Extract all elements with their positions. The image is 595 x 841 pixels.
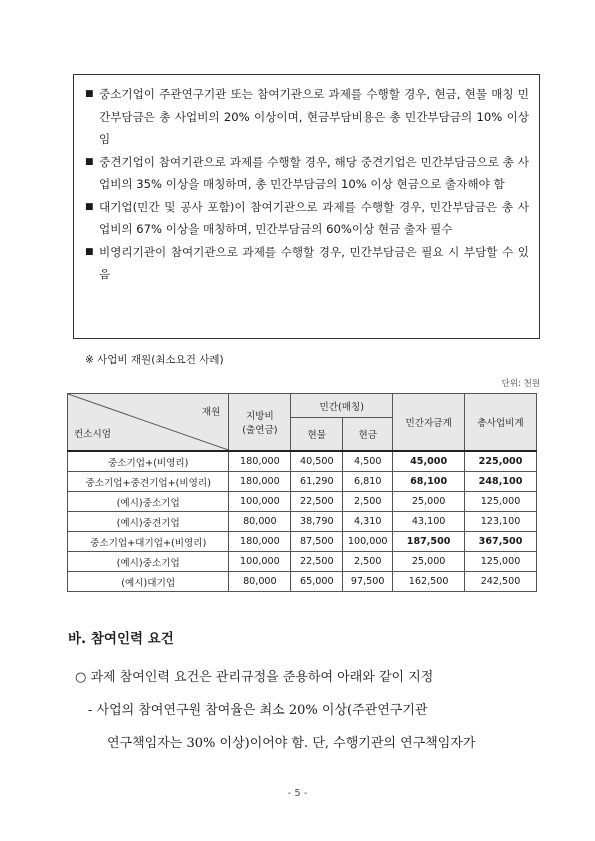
paragraph-detail-continued: 연구책임자는 30% 이상)이어야 함. 단, 수행기관의 연구책임자가 [107, 736, 476, 751]
header-consortium: 컨소시엄 [74, 429, 112, 440]
table-row: (예시)중소기업 100,000 22,500 2,500 25,000 125,000 [68, 492, 537, 512]
funding-table [67, 393, 537, 592]
section-title: 바. 참여인력 요건 [68, 631, 174, 647]
table-caption: ※ 사업비 재원(최소요건 사례) [85, 354, 224, 366]
table-row: (예시)대기업 80,000 65,000 97,500 162,500 242,500 [68, 572, 537, 592]
header-funding-source: 재원 [201, 407, 221, 418]
table-row: 중소기업+중견기업+(비영리) 180,000 61,290 6,810 68,100 248,100 [68, 472, 537, 492]
header-private-matching: 민간(매칭) [291, 394, 393, 418]
square-bullet-icon: ■ [85, 246, 94, 257]
square-bullet-icon: ■ [85, 156, 94, 167]
header-local-funds: 지방비 (출연금) [229, 394, 291, 452]
header-in-kind: 현물 [291, 418, 343, 451]
paragraph-detail: - 사업의 참여연구원 참여율은 최소 20% 이상(주관연구기관 [88, 703, 428, 718]
square-bullet-icon: ■ [85, 89, 94, 99]
page-number: - 5 - [287, 788, 308, 799]
unit-label: 단위: 천원 [501, 379, 540, 389]
requirement-item: ■ 대기업(민간 및 공사 포함)이 참여기관으로 과제를 수행할 경우, 민간부담금은 총 사업비의 67% 이상을 매칭하며, 민간부담금의 60%이상 현금 출자 필수 [85, 196, 529, 241]
header-cash: 현금 [343, 418, 393, 451]
requirement-item: ■ 중소기업이 주관연구기관 또는 참여기관으로 과제를 수행할 경우, 현금, 현물 매칭 민간부담금은 총 사업비의 20% 이상이며, 현금부담비용은 총 민간부담금의 10% 이상임 [85, 83, 529, 151]
table-row: 중소기업+대기업+(비영리) 180,000 87,500 100,000 187,500 367,500 [68, 532, 537, 552]
table-row: 중소기업+(비영리) 180,000 40,500 4,500 45,000 225,000 [68, 451, 537, 472]
diagonal-line [68, 394, 228, 450]
requirement-item: ■ 중견기업이 참여기관으로 과제를 수행할 경우, 해당 중견기업은 민간부담금으로 총 사업비의 35% 이상을 매칭하며, 총 민간부담금의 10% 이상 현금으로 출자해야 함 [85, 151, 529, 196]
requirements-box [73, 74, 540, 339]
header-private-total: 민간자금계 [393, 394, 465, 452]
table-row: (예시)중견기업 80,000 38,790 4,310 43,100 123,100 [68, 512, 537, 532]
diagonal-header-cell [68, 394, 229, 452]
requirement-item: ■ 비영리기관이 참여기관으로 과제를 수행할 경우, 민간부담금은 필요 시 부담할 수 있음 [85, 241, 529, 286]
paragraph-requirement: ○ 과제 참여인력 요건은 관리규정을 준용하여 아래와 같이 지정 [75, 670, 434, 685]
square-bullet-icon: ■ [85, 201, 94, 212]
header-total-cost: 총사업비계 [465, 394, 537, 452]
table-row: (예시)중소기업 100,000 22,500 2,500 25,000 125,000 [68, 552, 537, 572]
